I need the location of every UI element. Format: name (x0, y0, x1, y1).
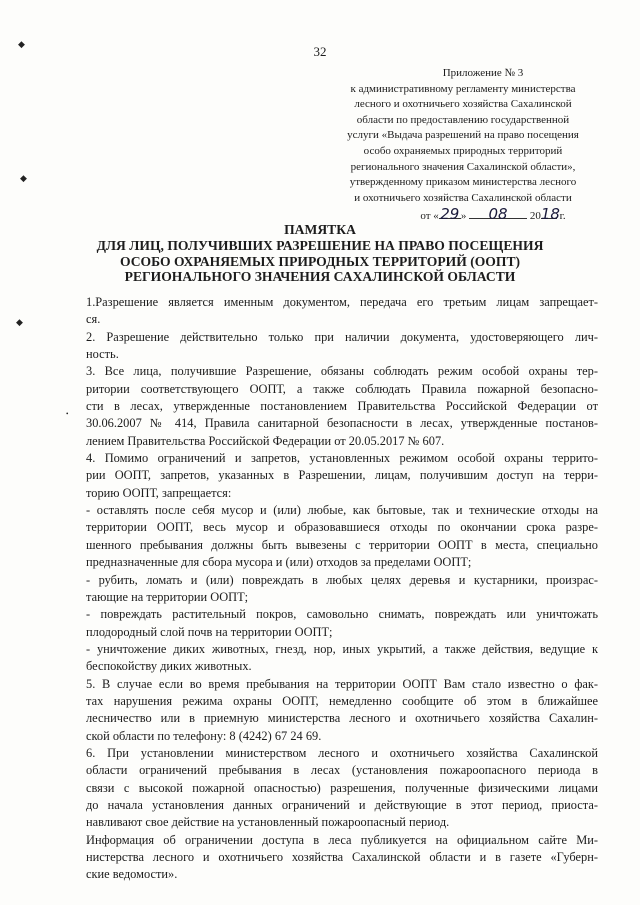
page-number: 32 (313, 44, 327, 59)
body-line: 30.06.2007 № 414, Правила санитарной безопасности в лесах, утвержденные постанов- (86, 416, 598, 431)
body-line: тающие на территории ООПТ; (86, 589, 249, 604)
body-line: 4. Помимо ограничений и запретов, установленных режимом особой охраны террито- (86, 451, 598, 466)
body-line: навливают свое действие на установленный пожароопасный период. (86, 815, 450, 830)
appendix-line: услуги «Выдача разрешений на право посещения (347, 129, 579, 142)
body-line: области ограничений пребывания в лесах (установления пожароопасного периода в (86, 763, 598, 778)
body-line: 5. В случае если во время пребывания на территории ООПТ Вам стало известно о фак- (86, 676, 598, 691)
scan-mark: ◆ (20, 173, 27, 183)
appendix-line: лесного и охотничьего хозяйства Сахалинской (354, 98, 572, 111)
date-year: 18 (540, 205, 560, 224)
appendix-line: области по предоставлению государственной (356, 113, 570, 126)
title-line: ОСОБО ОХРАНЯЕМЫХ ПРИРОДНЫХ ТЕРРИТОРИЙ (ООПТ) (119, 253, 521, 269)
body-line: лением Правительства Российской Федерации от 20.05.2017 № 607. (86, 433, 445, 448)
body-line: ской области по телефону: 8 (4242) 67 24 69. (86, 728, 322, 743)
body-line: тах нарушения режима охраны ООПТ, немедленно сообщите об этом в ближайшее (86, 693, 598, 708)
appendix-line: утвержденному приказом министерства лесного (349, 176, 577, 189)
body-line: шенного пребывания должны быть вывезены с территории ООПТ в места, специально (86, 537, 598, 552)
body-line: - оставлять после себя мусор и (или) любые, как бытовые, так и технические отходы на (86, 503, 598, 518)
memo-body (86, 294, 598, 884)
appendix-title: Приложение № 3 (442, 67, 524, 79)
body-line: сти в лесах, утвержденные постановлением Правительства Российской Федерации от (86, 399, 598, 414)
body-line: - повреждать растительный покров, самовольно снимать, повреждать или уничтожать (86, 607, 598, 622)
body-line: связи с высокой пожарной опасностью) разрешения, полученные физическими лицами (86, 780, 598, 795)
body-line: ность. (86, 347, 119, 362)
title-line: ДЛЯ ЛИЦ, ПОЛУЧИВШИХ РАЗРЕШЕНИЕ НА ПРАВО ПОСЕЩЕНИЯ (96, 237, 544, 253)
body-line: - рубить, ломать и (или) повреждать в любых целях деревья и кустарники, произрас- (86, 572, 598, 587)
date-suffix: г. (559, 210, 566, 223)
scan-mark: ◆ (18, 39, 25, 49)
appendix-block (318, 66, 608, 225)
body-line: ские ведомости». (86, 867, 178, 882)
body-line: Информация об ограничении доступа в леса публикуется на официальном сайте Ми- (86, 832, 598, 847)
body-line: предназначенные для сбора мусора и (или) отходов за пределами ООПТ; (86, 555, 472, 570)
appendix-line: регионального значения Сахалинской области», (350, 160, 576, 173)
date-day: 29 (440, 205, 460, 224)
body-line: беспокойству диких животных. (86, 659, 252, 674)
appendix-line: и охотничьего хозяйства Сахалинской области (354, 191, 572, 204)
title-line: РЕГИОНАЛЬНОГО ЗНАЧЕНИЯ САХАЛИНСКОЙ ОБЛАСТИ (124, 269, 516, 285)
body-line: 1.Разрешение является именным документом, передача его третьим лицам запрещает- (86, 295, 598, 309)
body-line: территории ООПТ, весь мусор и образовавшиеся отходы по окончании срока разре- (86, 520, 598, 535)
date-mid: » (460, 210, 467, 223)
scan-mark: ◆ (16, 317, 23, 327)
body-line: лесничество или в приемную министерства лесного и охотничьего хозяйства Сахалин- (86, 711, 598, 726)
body-line: нистерства лесного и охотничьего хозяйства Сахалинской области и в газете «Губерн- (86, 850, 598, 864)
scan-mark: • (66, 410, 69, 418)
body-line: плодородный слой почв на территории ООПТ; (86, 624, 333, 639)
memo-title (20, 222, 620, 285)
body-line: ся. (86, 312, 101, 327)
body-line: 2. Разрешение действительно только при наличии документа, удостоверяющего лич- (86, 329, 598, 344)
body-line: 3. Все лица, получившие Разрешение, обязаны соблюдать режим особой охраны тер- (86, 364, 598, 379)
body-line: торию ООПТ, запрещается: (86, 485, 232, 500)
body-line: ритории соответствующего ООПТ, а также соблюдать Правила пожарной безопасно- (86, 381, 598, 396)
date-year-prefix: 20 (529, 210, 541, 223)
date-prefix: от « (420, 210, 439, 223)
title-line: ПАМЯТКА (284, 222, 356, 237)
body-line: до начала установления данных ограничений и действующие в этот период, приоста- (86, 797, 598, 812)
date-month: 08 (488, 205, 508, 224)
body-line: - уничтожение диких животных, гнезд, нор, иных укрытий, а тaкже действия, ведущие к (86, 641, 598, 656)
appendix-line: к административному регламенту министерства (350, 82, 576, 95)
body-line: рии ООПТ, запретов, указанных в Разрешении, лицам, получившим доступ на терри- (86, 468, 598, 483)
appendix-line: особо охраняемых природных территорий (363, 144, 563, 157)
body-line: 6. При установлении министерством лесного и охотничьего хозяйства Сахалинской (86, 745, 598, 760)
